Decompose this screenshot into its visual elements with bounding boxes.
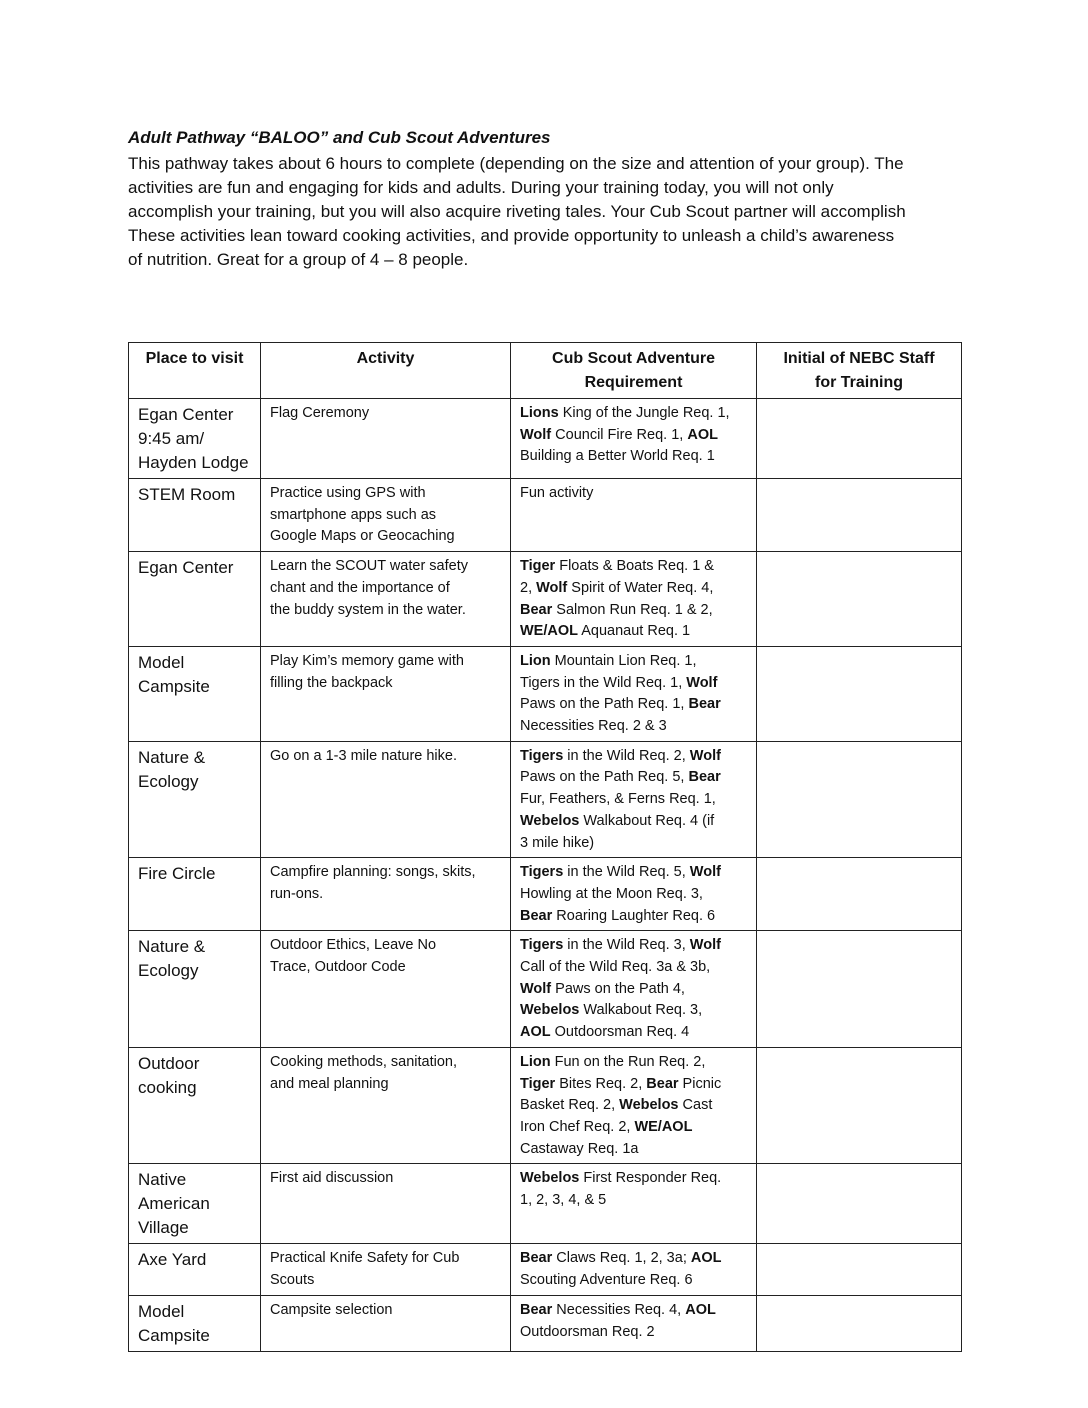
activity-cell: [261, 1164, 511, 1244]
activity-line: Google Maps or Geocaching: [270, 528, 455, 545]
header-requirement-label-2: Requirement: [584, 374, 683, 391]
requirement-text: Claws Req. 1, 2, 3a;: [552, 1250, 691, 1267]
rank-name: Lions: [520, 405, 559, 421]
activity-line: the buddy system in the water.: [270, 601, 466, 618]
activity-cell: [261, 399, 511, 479]
place-line: STEM Room: [138, 485, 236, 504]
rank-name: Bear: [520, 1250, 553, 1267]
requirement-text: Iron Chef Req. 2,: [520, 1118, 635, 1135]
requirement-text: Fun on the Run Req. 2,: [550, 1053, 706, 1070]
requirement-text: First Responder Req.: [579, 1170, 722, 1187]
requirement-text: Floats & Boats Req. 1 &: [555, 558, 714, 575]
activity-line: Campfire planning: songs, skits,: [270, 864, 476, 881]
activity-line: Go on a 1-3 mile nature hike.: [270, 747, 457, 764]
requirement-line: [520, 1270, 747, 1292]
place-line: Hayden Lodge: [138, 453, 249, 472]
rank-name: Lion: [520, 1053, 551, 1070]
requirement-text: Paws on the Path 4,: [551, 980, 685, 997]
rank-name: Bear: [688, 769, 721, 786]
requirement-line: [520, 403, 747, 425]
requirement-text: Fun activity: [520, 485, 594, 501]
header-initial: [757, 343, 962, 399]
rank-name: Lion: [520, 652, 551, 669]
rank-name: Wolf: [689, 864, 721, 881]
requirement-cell: [511, 858, 757, 931]
requirement-text: Spirit of Water Req. 4,: [567, 579, 714, 596]
place-line: Model: [138, 652, 185, 672]
rank-name: Webelos: [520, 1002, 580, 1019]
requirement-cell: [511, 1047, 757, 1164]
requirement-line: [520, 1022, 747, 1044]
intro-paragraph: [128, 152, 968, 272]
requirement-cell: [511, 479, 757, 552]
requirement-line: [520, 957, 747, 979]
rank-name: Tiger: [520, 558, 556, 575]
activity-line: Flag Ceremony: [270, 405, 370, 421]
activity-line: chant and the importance of: [270, 579, 450, 596]
requirement-cell: [511, 931, 757, 1048]
staff-initial-cell[interactable]: [757, 858, 962, 931]
activity-line: First aid discussion: [270, 1170, 394, 1187]
requirement-text: Necessities Req. 2 & 3: [520, 718, 667, 735]
table-row: [129, 646, 962, 741]
staff-initial-cell[interactable]: [757, 1295, 962, 1351]
rank-name: Bear: [520, 1301, 553, 1318]
rank-name: Wolf: [689, 937, 721, 954]
activity-line: Cooking methods, sanitation,: [270, 1053, 457, 1070]
requirement-cell: [511, 552, 757, 647]
activity-cell: [261, 858, 511, 931]
place-line: Village: [138, 1218, 189, 1238]
place-cell: [129, 646, 261, 741]
place-line: cooking: [138, 1077, 197, 1097]
activity-cell: [261, 552, 511, 647]
table-row: [129, 1164, 962, 1244]
place-line: Nature &: [138, 747, 206, 767]
staff-initial-cell[interactable]: [757, 552, 962, 647]
header-activity: [261, 343, 511, 399]
activity-line: smartphone apps such as: [270, 506, 437, 523]
rank-name: Wolf: [686, 674, 718, 691]
rank-name: Wolf: [520, 426, 552, 443]
requirement-line: [520, 906, 747, 928]
activity-line: run-ons.: [270, 885, 324, 902]
requirement-text: Picnic: [678, 1075, 722, 1092]
intro-line: of nutrition. Great for a group of 4 – 8 people.: [128, 250, 469, 269]
table-row: [129, 741, 962, 858]
rank-name: Wolf: [536, 579, 568, 596]
place-line: Outdoor: [138, 1053, 200, 1073]
activity-line: filling the backpack: [270, 674, 393, 691]
place-line: 9:45 am/: [138, 429, 205, 448]
activity-cell: [261, 741, 511, 858]
requirement-text: King of the Jungle Req. 1,: [558, 405, 730, 421]
place-line: Nature &: [138, 937, 206, 957]
requirement-text: Call of the Wild Req. 3a & 3b,: [520, 959, 711, 976]
staff-initial-cell[interactable]: [757, 1244, 962, 1295]
requirement-text: Necessities Req. 4,: [552, 1301, 686, 1318]
requirement-text: Aquanaut Req. 1: [578, 623, 691, 640]
staff-initial-cell[interactable]: [757, 399, 962, 479]
staff-initial-cell[interactable]: [757, 1047, 962, 1164]
rank-name: Bear: [646, 1075, 679, 1092]
rank-name: AOL: [685, 1301, 716, 1318]
place-cell: [129, 931, 261, 1048]
place-line: Model: [138, 1301, 185, 1321]
header-initial-label-1: Initial of NEBC Staff: [783, 350, 935, 367]
requirement-text: Walkabout Req. 3,: [579, 1002, 703, 1019]
requirement-line: [520, 694, 747, 716]
intro-line: These activities lean toward cooking activities, and provide opportunity to unleash a child’s awareness: [128, 226, 895, 245]
staff-initial-cell[interactable]: [757, 479, 962, 552]
requirement-line: [520, 1000, 747, 1022]
place-cell: [129, 479, 261, 552]
place-line: American: [138, 1194, 210, 1214]
requirement-text: 1, 2, 3, 4, & 5: [520, 1192, 607, 1209]
staff-initial-cell[interactable]: [757, 741, 962, 858]
requirement-line: [520, 746, 747, 768]
table-row: [129, 399, 962, 479]
table-row: [129, 1047, 962, 1164]
header-requirement-label-1: Cub Scout Adventure: [552, 350, 715, 367]
place-cell: [129, 1047, 261, 1164]
table-row: [129, 931, 962, 1048]
place-cell: [129, 552, 261, 647]
place-line: Egan Center: [138, 558, 234, 578]
table-row: [129, 552, 962, 647]
place-line: Campsite: [138, 1325, 210, 1345]
requirement-line: [520, 673, 747, 695]
activity-line: and meal planning: [270, 1075, 389, 1092]
requirement-text: 3 mile hike): [520, 834, 595, 851]
staff-initial-cell[interactable]: [757, 646, 962, 741]
requirement-text: Basket Req. 2,: [520, 1097, 620, 1114]
rank-name: AOL: [687, 426, 718, 443]
activity-cell: [261, 479, 511, 552]
requirement-line: [520, 1052, 747, 1074]
rank-name: Bear: [520, 601, 553, 618]
activity-cell: [261, 1295, 511, 1351]
requirement-line: [520, 811, 747, 833]
rank-name: Webelos: [520, 812, 580, 829]
rank-name: Tigers: [520, 864, 564, 881]
requirement-text: Fur, Feathers, & Ferns Req. 1,: [520, 791, 716, 808]
activity-cell: [261, 646, 511, 741]
place-cell: [129, 1164, 261, 1244]
requirement-line: [520, 483, 747, 505]
requirement-line: [520, 789, 747, 811]
rank-name: Tiger: [520, 1075, 556, 1092]
place-line: Axe Yard: [138, 1250, 207, 1270]
intro-line: activities are fun and engaging for kids and adults. During your training today, you will not only: [128, 178, 834, 197]
place-line: Campsite: [138, 676, 210, 696]
place-line: Egan Center: [138, 405, 234, 424]
rank-name: Tigers: [520, 747, 564, 764]
requirement-text: Outdoorsman Req. 4: [550, 1024, 690, 1041]
requirement-line: [520, 767, 747, 789]
header-activity-label: Activity: [356, 350, 415, 367]
requirement-cell: [511, 646, 757, 741]
document-title: Adult Pathway “BALOO” and Cub Scout Adventures: [128, 128, 551, 147]
requirement-line: [520, 621, 747, 643]
requirement-cell: [511, 399, 757, 479]
rank-name: AOL: [520, 1024, 551, 1041]
rank-name: Webelos: [619, 1097, 679, 1114]
requirement-cell: [511, 741, 757, 858]
place-line: Fire Circle: [138, 864, 216, 884]
requirement-line: [520, 600, 747, 622]
rank-name: Wolf: [520, 980, 552, 997]
requirement-text: 2,: [520, 579, 537, 596]
requirement-text: in the Wild Req. 2,: [563, 747, 690, 764]
activity-line: Practical Knife Safety for Cub: [270, 1250, 460, 1267]
requirement-line: [520, 833, 747, 855]
activity-cell: [261, 1244, 511, 1295]
requirement-line: [520, 935, 747, 957]
rank-name: Bear: [520, 907, 553, 924]
staff-initial-cell[interactable]: [757, 1164, 962, 1244]
rank-name: WE/AOL: [634, 1118, 693, 1135]
requirement-line: [520, 1168, 747, 1190]
header-initial-label-2: for Training: [815, 374, 903, 391]
requirement-line: [520, 578, 747, 600]
activity-line: Trace, Outdoor Code: [270, 959, 406, 976]
rank-name: Bear: [688, 696, 721, 713]
activity-cell: [261, 1047, 511, 1164]
requirement-text: Tigers in the Wild Req. 1,: [520, 674, 687, 691]
requirement-text: Building a Better World Req. 1: [520, 448, 715, 465]
table-body: [129, 399, 962, 1352]
requirement-line: [520, 556, 747, 578]
requirement-line: [520, 446, 747, 468]
place-line: Native: [138, 1170, 187, 1190]
requirement-text: in the Wild Req. 5,: [563, 864, 690, 881]
table-row: [129, 1295, 962, 1351]
header-place: [129, 343, 261, 399]
rank-name: AOL: [690, 1250, 722, 1267]
requirement-cell: [511, 1295, 757, 1351]
activity-line: Learn the SCOUT water safety: [270, 558, 468, 575]
requirement-cell: [511, 1164, 757, 1244]
requirement-text: Howling at the Moon Req. 3,: [520, 885, 703, 902]
activity-line: Campsite selection: [270, 1301, 393, 1318]
requirement-line: [520, 651, 747, 673]
table-header-row: [129, 343, 962, 399]
requirement-text: Outdoorsman Req. 2: [520, 1323, 655, 1340]
requirement-text: Roaring Laughter Req. 6: [552, 907, 716, 924]
activity-line: Outdoor Ethics, Leave No: [270, 937, 437, 954]
rank-name: Webelos: [520, 1170, 580, 1187]
table-row: [129, 1244, 962, 1295]
table-row: [129, 858, 962, 931]
requirement-text: Bites Req. 2,: [555, 1075, 647, 1092]
activity-line: Play Kim’s memory game with: [270, 652, 464, 669]
activity-line: Scouts: [270, 1272, 315, 1289]
place-cell: [129, 741, 261, 858]
requirement-line: [520, 1074, 747, 1096]
requirement-line: [520, 1095, 747, 1117]
staff-initial-cell[interactable]: [757, 931, 962, 1048]
header-place-label: Place to visit: [145, 350, 244, 367]
activity-line: Practice using GPS with: [270, 485, 426, 501]
pathway-table: [128, 342, 962, 1352]
requirement-line: [520, 1300, 747, 1322]
intro-line: accomplish your training, but you will also acquire riveting tales. Your Cub Scout partner will accomplish: [128, 202, 906, 221]
requirement-text: Castaway Req. 1a: [520, 1140, 639, 1157]
place-line: Ecology: [138, 771, 199, 791]
place-cell: [129, 1244, 261, 1295]
intro-line: This pathway takes about 6 hours to complete (depending on the size and attention of your group). The: [128, 154, 904, 173]
requirement-line: [520, 884, 747, 906]
place-cell: [129, 858, 261, 931]
place-line: Ecology: [138, 961, 199, 981]
requirement-line: [520, 979, 747, 1001]
place-cell: [129, 399, 261, 479]
table-row: [129, 479, 962, 552]
requirement-line: [520, 1190, 747, 1212]
requirement-text: Cast: [678, 1097, 713, 1114]
requirement-text: Paws on the Path Req. 5,: [520, 769, 689, 786]
requirement-text: in the Wild Req. 3,: [563, 937, 690, 954]
requirement-text: Mountain Lion Req. 1,: [550, 652, 697, 669]
header-requirement: [511, 343, 757, 399]
requirement-line: [520, 862, 747, 884]
rank-name: Tigers: [520, 937, 564, 954]
requirement-line: [520, 425, 747, 447]
requirement-text: Scouting Adventure Req. 6: [520, 1272, 693, 1289]
requirement-line: [520, 1117, 747, 1139]
rank-name: Wolf: [689, 747, 721, 764]
requirement-line: [520, 1248, 747, 1270]
requirement-line: [520, 1139, 747, 1161]
rank-name: WE/AOL: [520, 623, 578, 640]
requirement-text: Salmon Run Req. 1 & 2,: [552, 601, 713, 618]
activity-cell: [261, 931, 511, 1048]
requirement-line: [520, 1322, 747, 1344]
requirement-text: Paws on the Path Req. 1,: [520, 696, 689, 713]
requirement-text: Council Fire Req. 1,: [551, 426, 688, 443]
requirement-line: [520, 716, 747, 738]
requirement-text: Walkabout Req. 4 (if: [579, 812, 715, 829]
requirement-cell: [511, 1244, 757, 1295]
place-cell: [129, 1295, 261, 1351]
